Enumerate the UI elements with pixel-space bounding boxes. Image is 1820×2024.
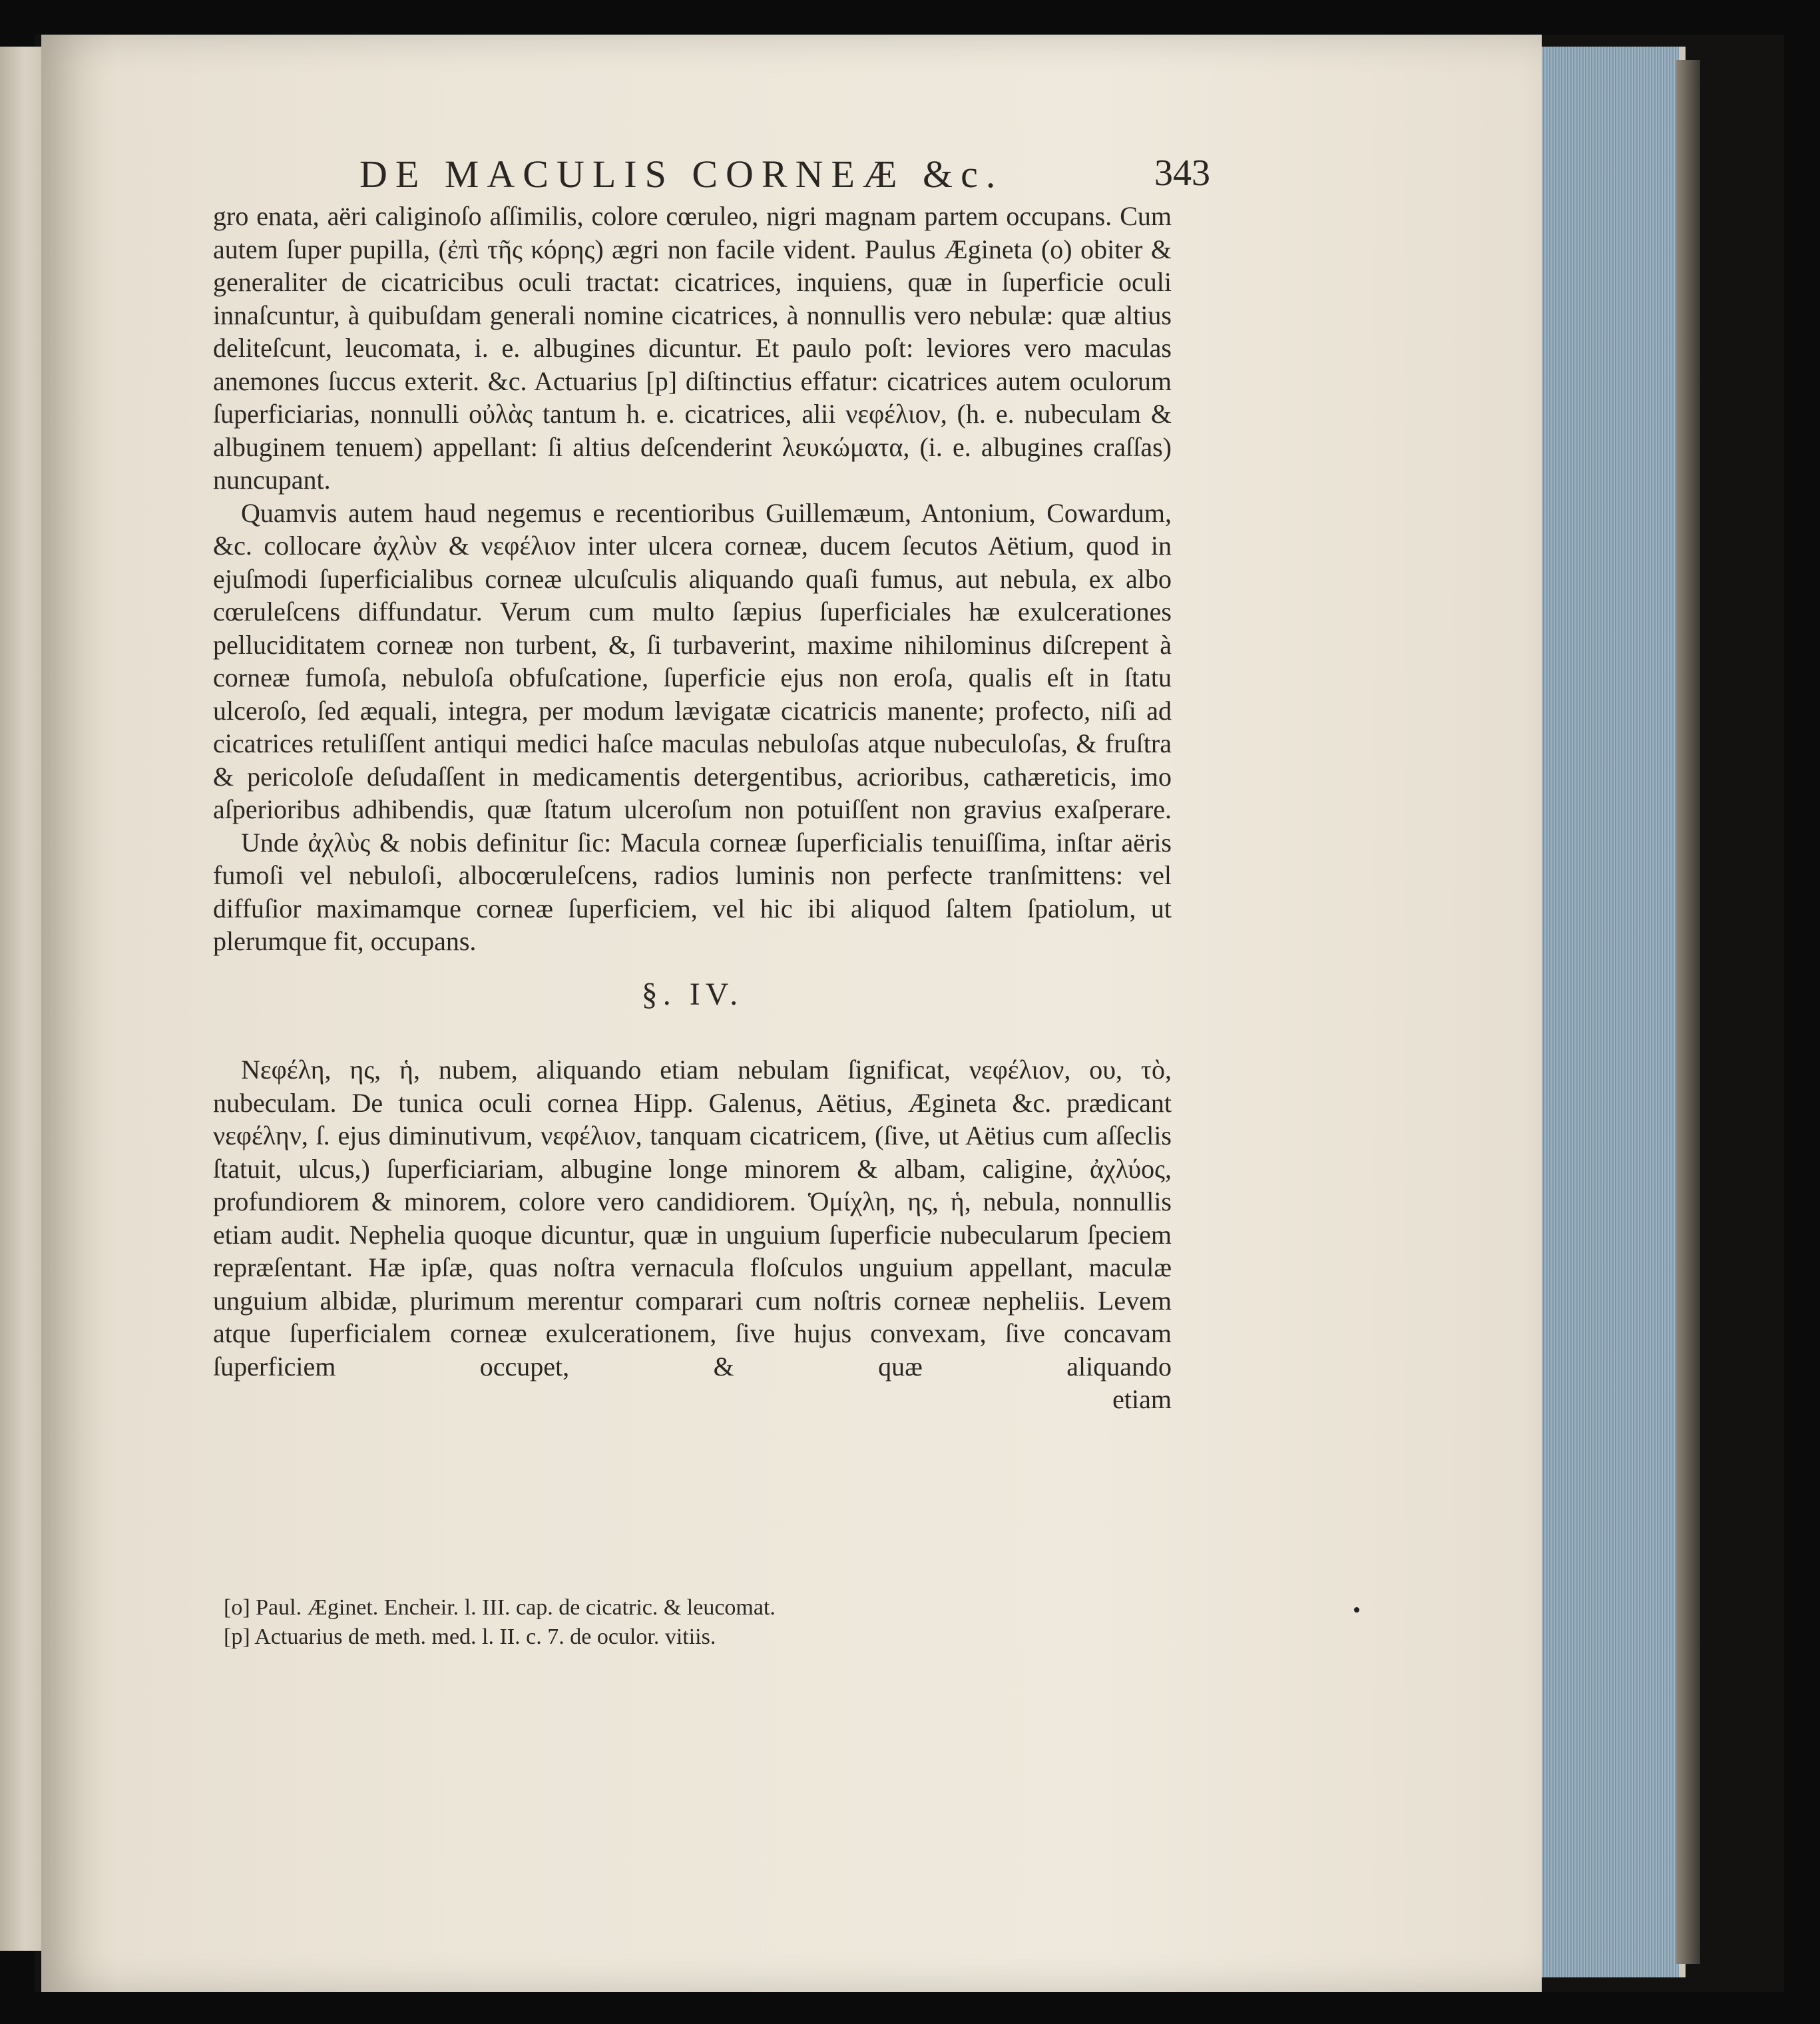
catchword: etiam [1112,1384,1172,1414]
section-heading: §. IV. [641,976,744,1012]
page-number: 343 [1154,152,1210,194]
facing-page-edge [0,47,41,1951]
paragraph: Quamvis autem haud negemus e recentioribus Guillemæum, Antonium, Cowardum, &c. collocare ἀχλὺν & νεφέλιον inter ulcera corneæ, ducem ſecutos Aëtium, quod in ejuſmodi ſuperficialibus corneæ ulcuſculis aliquando quaſi fumus, aut nebula, ex albo cœruleſcens diffundatur. Verum cum multo ſæpius ſuperficiales hæ exulcerationes pelluciditatem corneæ non turbent, &, ſi turbaverint, maxime nihilominus diſcrepent à corneæ fumoſa, nebuloſa obfuſcatione, ſuperficie ejus non eroſa, qualis eſt in ſtatu ulceroſo, ſed æquali, integra, per modum lævigatæ cicatricis manente; profecto, niſi ad cicatrices retuliſſent antiqui medici haſce maculas nebuloſas atque nubeculoſas, & fruſtra & pericoloſe deſudaſſent in medicamentis detergentibus, acrioribus, cathæreticis, imo aſperioribus adhibendis, quæ ſtatum ulceroſum non potuiſſent non gravius exaſperare. [213,497,1172,824]
paragraph: Νεφέλη, ης, ἡ, nubem, aliquando etiam nebulam ſignificat, νεφέλιον, ου, τὸ, nubeculam. De tunica oculi cornea Hipp. Galenus, Aëtius, Ægineta &c. prædicant νεφέλην, ſ. ejus diminutivum, νεφέλιον, tanquam cicatricem, (ſive, ut Aëtius cum aſſeclis ſtatuit, ulcus,) ſuperficiariam, albugine longe minorem & albam, caligine, ἀχλύος, profundiorem & minorem, colore vero candidiorem. Ὁμίχλη, ης, ἡ, nebula, nonnullis etiam audit. Nephelia quoque dicuntur, quæ in unguium ſuperficie nubecularum ſpeciem repræſentant. Hæ ipſæ, quas noſtra vernacula floſculos unguium appellant, maculæ unguium albidæ, plurimum merentur comparari cum noſtris corneæ nepheliis. Levem atque ſuperficialem corneæ exulcerationem, ſive hujus convexam, ſive concavam ſuperficiem occupet, & quæ aliquando [213,1055,1172,1382]
footnotes [224,1593,1089,1660]
book-fore-edge [1528,47,1686,1977]
footnote: [p] Actuarius de meth. med. l. II. c. 7. de oculor. vitiis. [224,1625,716,1649]
definition-paragraph: Unde ἀχλὺς & nobis definitur ſic: Macula corneæ ſuperficialis tenuiſſima, inſtar aëris fumoſi vel nebuloſi, albocœruleſcens, radios luminis non perfecte tranſmittens: vel diffuſior maximamque corneæ ſuperficiem, vel hic ibi aliquod ſaltem ſpatiolum, ut plerumque fit, occupans. [213,827,1172,956]
main-text [213,200,1172,1598]
footnote: [o] Paul. Æginet. Encheir. l. III. cap. de cicatric. & leucomat. [224,1595,776,1620]
running-title: DE MACULIS CORNEÆ &c. [359,152,1004,196]
paragraph: gro enata, aëri caliginoſo aſſimilis, colore cœruleo, nigri magnam partem occupans. Cum autem ſuper pupilla, (ἐπὶ τῆς κόρης) ægri non facile vident. Paulus Ægineta (o) obiter & generaliter de cicatricibus oculi tractat: cicatrices, inquiens, quæ in ſuperficie oculi innaſcuntur, à quibuſdam generali nomine cicatrices, à nonnullis vero nebulæ: quæ altius deliteſcunt, leucomata, i. e. albugines dicuntur. Et paulo poſt: leviores vero maculas anemones ſuccus exterit. &c. Actuarius [p] diſtinctius effatur: cicatrices autem oculorum ſuperficiarias, nonnulli οὐλὰς tantum h. e. cicatrices, alii νεφέλιον, (h. e. nubeculam & albuginem tenuem) appellant: ſi altius deſcenderint λευκώματα, (i. e. albugines craſſas) nuncupant. [213,201,1172,495]
binding-shadow [1676,60,1700,1964]
ink-speck [1354,1607,1359,1613]
